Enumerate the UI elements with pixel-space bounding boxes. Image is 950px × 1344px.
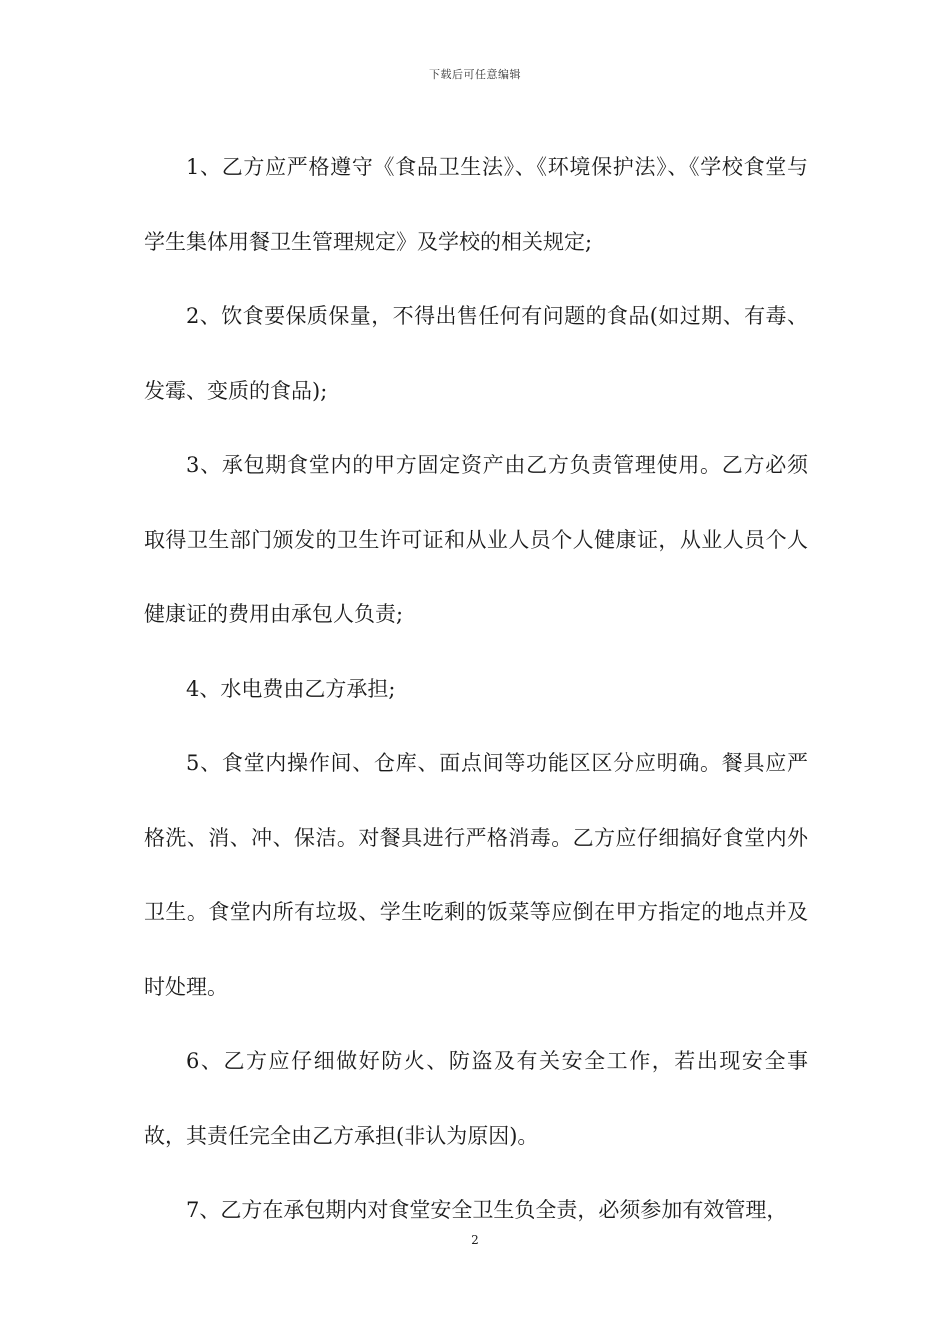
clause-2: 2、饮食要保质保量，不得出售任何有问题的食品(如过期、有毒、发霉、变质的食品); — [144, 304, 808, 403]
clause-4: 4、水电费由乙方承担; — [186, 676, 396, 701]
document-body — [144, 130, 808, 1248]
clause-5: 5、食堂内操作间、仓库、面点间等功能区区分应明确。餐具应严格洗、消、冲、保洁。对餐具进行严格消毒。乙方应仔细搞好食堂内外卫生。食堂内所有垃圾、学生吃剩的饭菜等应倒在甲方指定的地点并及时处理。 — [144, 751, 808, 999]
clause-7: 7、乙方在承包期内对食堂安全卫生负全责，必须参加有效管理， — [186, 1198, 788, 1222]
clause-6: 6、乙方应仔细做好防火、防盗及有关安全工作，若出现安全事故，其责任完全由乙方承担(非认为原因)。 — [144, 1049, 808, 1148]
clause-3: 3、承包期食堂内的甲方固定资产由乙方负责管理使用。乙方必须取得卫生部门颁发的卫生许可证和从业人员个人健康证，从业人员个人健康证的费用由承包人负责; — [144, 453, 808, 626]
page-header: 下载后可任意编辑 — [429, 68, 521, 81]
clause-1: 1、乙方应严格遵守《食品卫生法》、《环境保护法》、《学校食堂与学生集体用餐卫生管理规定》及学校的相关规定; — [144, 155, 808, 254]
page-number: 2 — [471, 1233, 479, 1247]
